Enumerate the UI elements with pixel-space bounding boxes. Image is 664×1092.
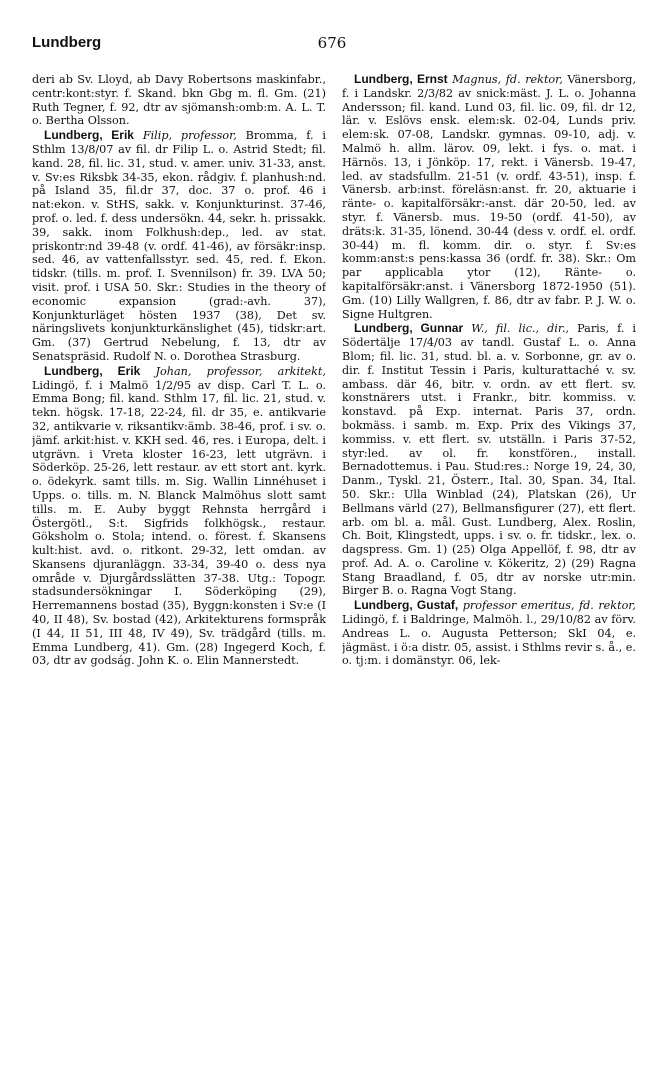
entry-text: Lidingö, f. i Baldringe, Malmöh. l., 29/10/82 av förv. Andreas L. o. Augusta Petterson; SkI 04, e. jägmäst. i ö:a distr. 05, assist. i Sthlms revir s. å., e. o. tj:m. i domänstyr. 06, lek- — [342, 613, 636, 668]
entry-name: Lundberg, Ernst — [354, 73, 448, 86]
entry-title: W., fil. lic., dir., — [471, 322, 570, 336]
entry-text: Vänersborg, f. i Landskr. 2/3/82 av snick:mäst. J. L. o. Johanna Andersson; fil. kand. Lund 03, fil. lic. 09, fil. dr 12, lär. v. Eslövs ensk. elem:sk. 02-04, Lunds priv. elem:sk. 07-08, Landskr. gymnas. 09-10, adj. v. Malmö h. allm. lärov. 09, lekt. i fys. o. mat. i Härnös. 13, i Jönköp. 17, rekt. i Vänersb. 19-47, led. av stadsfullm. 21-51 (v. ordf. 43-51), insp. f. Vänersb. arb:inst. föreläsn:anst. fr. 20, aktuarie i ränte- o. kapitalförsäkr:-anst. där 20-50, led. av styr. f. Vänersb. mus. 19-50 (ordf. 41-50), av dräts:k. 31-35, lönend. 30-44 (dess v. ordf. el. ordf. 30-44) m. fl. komm. dir. o. styr. f. Sv:es komm:anst:s pens:kassa 36 (ordf. fr. 38). Skr.: Om par applicabla ytor (12), Ränte- o. kapitalförsäkr:anst. i Vänersborg 1872-1950 (51). Gm. (10) Lilly Wallgren, f. 86, dtr av fabr. P. J. W. o. Signe Hultgren. — [342, 73, 636, 321]
right-column — [342, 73, 636, 669]
entry-title: professor emeritus, fd. rektor, — [462, 599, 636, 613]
dictionary-entry — [342, 599, 636, 668]
text-columns — [32, 73, 636, 669]
entry-title: Magnus, fd. rektor, — [452, 73, 563, 86]
entry-name: Lundberg, Gustaf, — [354, 598, 459, 613]
entry-text: Bromma, f. i Sthlm 13/8/07 av fil. dr Filip L. o. Astrid Stedt; fil. kand. 28, fil. lic. 31, stud. v. amer. univ. 31-33, anst. v. Sv:es Riksbk 34-35, ekon. rådgiv. f. planhush:nd. på Island 35, fil.dr 37, doc. 37 o. prof. 46 i nat:ekon. v. StHS, sakk. v. Konjunkturinst. 37-46, prof. o. led. f. dess undersökn. 44, sekr. h. prissakk. 39, sakk. inom Folkhush:dep., led. av stat. priskontr:nd 39-48 (v. ordf. 41-46), av försäkr:insp. sed. 46, av vattenfallsstyr. sed. 45, red. f. Ekon. tidskr. (tills. m. prof. I. Svennilson) fr. 39. LVA 50; visit. prof. i USA 50. Skr.: Studies in the theory of economic expansion (grad:-avh. 37), Konjunkturläget hösten 1937 (38), Det sv. näringslivets konjunkturkänslighet (45), tidskr:art. Gm. (37) Gertrud Nebelung, f. 13, dtr av Senatspräsid. Rudolf N. o. Dorothea Strasburg. — [32, 129, 326, 363]
page-number: 676 — [317, 34, 347, 52]
entry-text: deri ab Sv. Lloyd, ab Davy Robertsons maskinfabr., centr:kont:styr. f. Skand. bkn Gbg m. fl. Gm. (21) Ruth Tegner, f. 92, dtr av sjömansh:omb:m. A. L. T. o. Bertha Olsson. — [32, 73, 326, 128]
dictionary-entry — [342, 73, 636, 321]
entry-text: Lidingö, f. i Malmö 1/2/95 av disp. Carl T. L. o. Emma Bong; fil. kand. Sthlm 17, fil. lic. 21, stud. v. tekn. högsk. 17-18, 22-24, fil. dr 35, e. antikvarie 32, antikvarie v. riksantikv:ämb. 38-46, prof. i sv. o. jämf. arkit:hist. v. KKH sed. 46, res. i Europa, delt. i utgrävn. i Vreta kloster 16-23, lett utgrävn. i Söderköp. 25-26, lett restaur. av ett stort ant. kyrk. o. ödekyrk. samt tills. m. Sig. Wallin Linnéhuset i Upps. o. tills. m. N. Blanck Malmöhus slott samt tills. m. E. Auby byggt Rehnsta herrgård i Östergötl., S:t. Sigfrids folkhögsk., restaur. Göksholm o. Stola; intend. o. förest. f. Skansens kult:hist. avd. o. ritkont. 29-32, lett omdan. av Skansens djuranläggn. 33-34, 39-40 o. dess nya område v. Djurgårdsslätten 37-38. Utg.: Topogr. stadsundersökningar I. Söderköping (29), Herremannens bostad (35), Byggn:konsten i Sv:e (I 40, II 48), Sv. bostad (42), Arkitekturens formspråk (I 44, II 51, III 48, IV 49), Sv. trädgård (tills. m. Emma Lundberg, 41). Gm. (28) Ingegerd Koch, f. 03, dtr av godság. John K. o. Elin Mannerstedt. — [32, 378, 326, 668]
dictionary-entry — [342, 322, 636, 598]
entry-title: Filip, professor, — [142, 129, 237, 143]
running-head: Lundberg — [32, 34, 102, 51]
entry-name: Lundberg, Erik — [44, 128, 134, 143]
left-column — [32, 73, 326, 669]
entry-name: Lundberg, Gunnar — [354, 321, 464, 336]
dictionary-entry — [32, 365, 326, 669]
entry-text: Paris, f. i Södertälje 17/4/03 av tandl. Gustaf L. o. Anna Blom; fil. lic. 31, stud. bl. a. v. Sorbonne, gr. av o. dir. f. Institut Tessin i Paris, kulturattaché v. sv. ambass. där 46, bitr. v. ordn. av ett flert. sv. konstnärers utst. i Frankr., bitr. kommiss. v. konstavd. på Exp. internat. Paris 37, ordn. bokmäss. i samb. m. Exp. Prix des Vikings 37, kommiss. v. ett flert. sv. utställn. i Paris 37-52, styr:led. av ol. fr. konstfören., install. Bernadottemus. i Pau. Stud:res.: Norge 19, 24, 30, Danm., Tyskl. 21, Österr., Ital. 30, Span. 34, Ital. 50. Skr.: Ulla Winblad (24), Platskan (26), Ur Bellmans värld (27), Bellmansfigurer (27), ett flert. arb. om bl. a. mål. Gust. Lundberg, Alex. Roslin, Ch. Boit, Klingstedt, upps. i sv. o. fr. tidskr., lex. o. dagspress. Gm. 1) (25) Olga Appellöf, f. 98, dtr av prof. Ad. A. o. Caroline v. Kökeritz, 2) (29) Ragna Stang Braadland, f. 05, dtr av norske utr:min. Birger B. o. Ragna Vogt Stang. — [342, 322, 636, 598]
dictionary-entry — [32, 129, 326, 364]
entry-title: Johan, professor, arkitekt, — [155, 364, 326, 378]
entry-name: Lundberg, Erik — [44, 363, 141, 378]
page-header — [32, 34, 632, 58]
dictionary-entry — [32, 73, 326, 128]
